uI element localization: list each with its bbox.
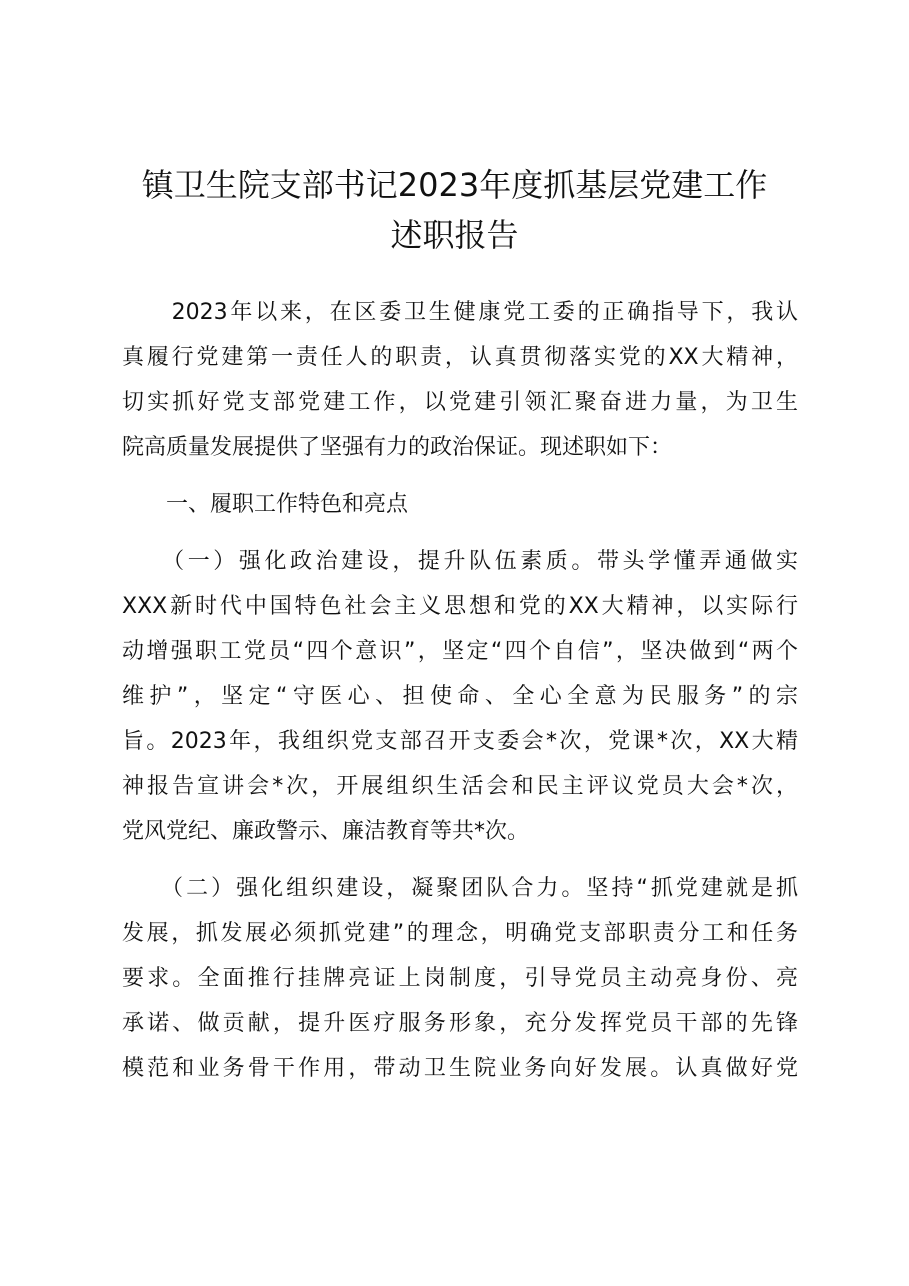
text-line: 切实抓好党支部党建工作，以党建引领汇聚奋进力量，为卫生 — [122, 390, 798, 415]
title-line-1: 镇卫生院支部书记2023年度抓基层党建工作 — [141, 166, 768, 204]
text-line: 旨。2023年，我组织党支部召开支委会*次，党课*次，XX大精 — [122, 729, 798, 754]
text-line: （二）强化组织建设，凝聚团队合力。坚持“抓党建就是抓 — [122, 876, 798, 901]
text-line: 神报告宣讲会*次，开展组织生活会和民主评议党员大会*次， — [122, 774, 798, 799]
paragraph-organization-building — [122, 866, 798, 1091]
section-heading-1 — [122, 482, 798, 527]
paragraph-political-building — [122, 539, 798, 854]
text-line: 动增强职工党员“四个意识”，坚定“四个自信”，坚决做到“两个 — [122, 639, 798, 664]
text-line: 院高质量发展提供了坚强有力的政治保证。现述职如下： — [122, 435, 673, 460]
text-line: 维护”，坚定“守医心、担使命、全心全意为民服务”的宗 — [122, 684, 798, 709]
document-title — [100, 160, 809, 260]
text-line: 承诺、做贡献，提升医疗服务形象，充分发挥党员干部的先锋 — [122, 1011, 798, 1036]
document-body — [122, 290, 798, 1091]
paragraph-intro — [122, 290, 798, 470]
text-line: 发展，抓发展必须抓党建”的理念，明确党支部职责分工和任务 — [122, 921, 798, 946]
text-line: XXX新时代中国特色社会主义思想和党的XX大精神，以实际行 — [122, 594, 798, 619]
text-line: 模范和业务骨干作用，带动卫生院业务向好发展。认真做好党 — [122, 1056, 798, 1081]
text-line: 党风党纪、廉政警示、廉洁教育等共*次。 — [122, 819, 530, 844]
text-line: 一、履职工作特色和亮点 — [122, 492, 409, 517]
text-line: （一）强化政治建设，提升队伍素质。带头学懂弄通做实 — [122, 549, 798, 574]
text-line: 要求。全面推行挂牌亮证上岗制度，引导党员主动亮身份、亮 — [122, 966, 798, 991]
text-line: 真履行党建第一责任人的职责，认真贯彻落实党的XX大精神， — [122, 345, 798, 370]
text-line: 2023年以来，在区委卫生健康党工委的正确指导下，我认 — [122, 300, 798, 325]
title-line-2: 述职报告 — [390, 216, 519, 254]
